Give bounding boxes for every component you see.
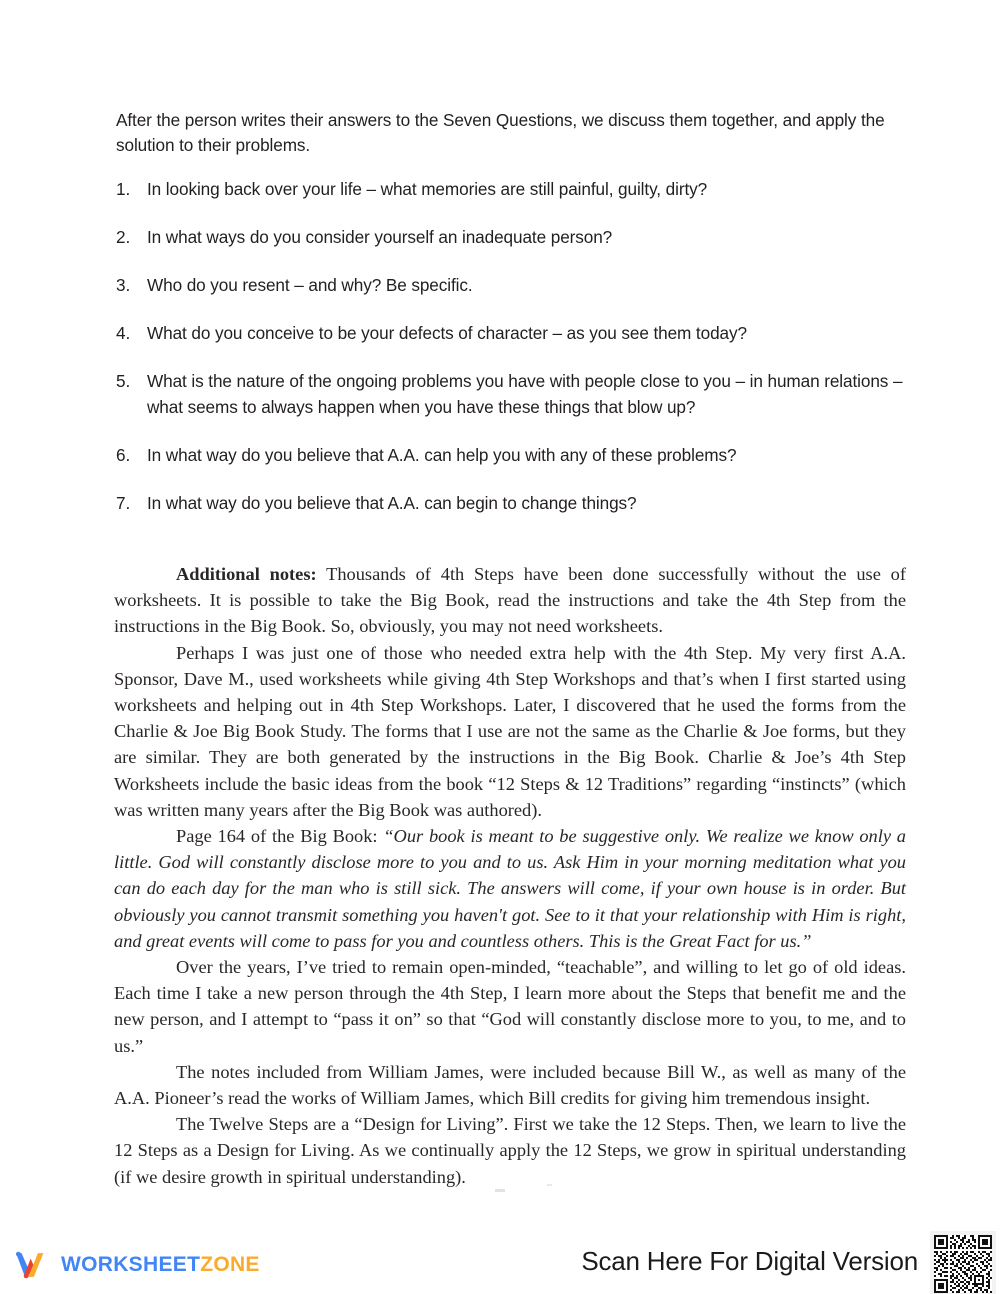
question-item <box>116 443 906 469</box>
question-number: 6. <box>116 444 131 465</box>
notes-heading: Additional notes: <box>176 564 317 584</box>
notes-paragraph-4: Over the years, I’ve tried to remain open-minded, “teachable”, and willing to let go of old ideas. Each time I take a new person through the 4th Step, I learn more about the Steps that benefit me and the new person, and I attempt to “pass it on” so that “God will constantly disclose more to you, to me, and to us.” <box>114 957 906 1056</box>
worksheet-zone-logo[interactable] <box>12 1248 260 1282</box>
question-item <box>116 225 906 251</box>
question-number: 5. <box>116 371 131 391</box>
question-text: In what ways do you consider yourself an inadequate person? <box>147 227 613 247</box>
notes-paragraph-1-body: Thousands of 4th Steps have been done successfully without the use of worksheets. It is possible to take the Big Book, read the instructions and take the 4th Step from the instructions in the Big Book. So, obviously, you may not need worksheets. <box>114 564 906 637</box>
intro-paragraph: After the person writes their answers to the Seven Questions, we discuss them together, and apply the solution to their problems. <box>116 110 885 155</box>
notes-paragraph-2: Perhaps I was just one of those who needed extra help with the 4th Step. My very first A.A. Sponsor, Dave M., used worksheets while giving 4th Step Workshops and that’s when I first started using worksheets and helping out in 4th Step Workshops. Later, I discovered that he used the forms from the Charlie & Joe Big Book Study. The forms that I use are not the same as the Charlie & Joe forms, but they are similar. They are both generated by the instructions in the Big Book. Charlie & Joe’s 4th Step Worksheets include the basic ideas from the book “12 Steps & 12 Traditions” regarding “instincts” (which was written many years after the Big Book was authored). <box>114 642 906 820</box>
question-item <box>116 177 906 203</box>
qr-code <box>934 1235 992 1293</box>
scan-artifact <box>495 1189 505 1192</box>
question-item <box>116 491 906 517</box>
question-text: In what way do you believe that A.A. can help you with any of these problems? <box>147 444 737 465</box>
question-number: 7. <box>116 492 131 513</box>
question-number: 2. <box>116 227 131 247</box>
question-item <box>116 321 906 347</box>
notes-paragraph-5: The notes included from William James, were included because Bill W., as well as many of the A.A. Pioneer’s read the works of William James, which Bill credits for giving him tremendous insight. <box>114 1061 906 1109</box>
notes-paragraph-1 <box>114 561 906 640</box>
page-footer <box>0 1234 1000 1294</box>
scan-artifact <box>547 1184 552 1186</box>
question-text: What do you conceive to be your defects of character – as you see them today? <box>147 323 747 343</box>
question-text: Who do you resent – and why? Be specific. <box>147 275 473 295</box>
worksheet-zone-w-mark <box>12 1248 52 1282</box>
question-item <box>116 369 906 420</box>
brand-zone-text: ZONE <box>200 1253 260 1276</box>
question-number: 4. <box>116 323 131 343</box>
big-book-citation: Page 164 of the Big Book: <box>176 826 384 847</box>
notes-paragraph-3 <box>114 823 906 954</box>
brand-wordmark <box>61 1253 260 1277</box>
seven-questions-list <box>116 177 906 539</box>
big-book-quote: “Our book is meant to be suggestive only. We realize we know only a little. God will constantly disclose more to you and to us. Ask Him in your morning meditation what you can do each day for the man who is still sick. The answers will come, if your own house is in order. But obviously you cannot transmit something you haven't got. See to it that your relationship with Him is right, and great events will come to pass for you and countless others. This is the Great Fact for us.” <box>114 826 906 951</box>
scan-here-label: Scan Here For Digital Version <box>581 1246 918 1276</box>
question-item <box>116 273 906 299</box>
intro-section <box>116 108 896 158</box>
question-number: 3. <box>116 275 131 295</box>
brand-worksheet-text: WORKSHEET <box>61 1253 201 1276</box>
question-text: In what way do you believe that A.A. can begin to change things? <box>147 492 637 513</box>
question-text: What is the nature of the ongoing problems you have with people close to you – in human relations – what seems to always happen when you have these things that blow up? <box>147 371 903 417</box>
notes-paragraph-6: The Twelve Steps are a “Design for Living”. First we take the 12 Steps. Then, we learn to live the 12 Steps as a Design for Living. As we continually apply the 12 Steps, we grow in spiritual understanding (if we desire growth in spiritual understanding). <box>114 1114 906 1187</box>
question-number: 1. <box>116 179 131 199</box>
question-text: In looking back over your life – what memories are still painful, guilty, dirty? <box>147 179 708 199</box>
additional-notes-section <box>114 561 906 1190</box>
qr-code-container[interactable] <box>930 1231 996 1294</box>
